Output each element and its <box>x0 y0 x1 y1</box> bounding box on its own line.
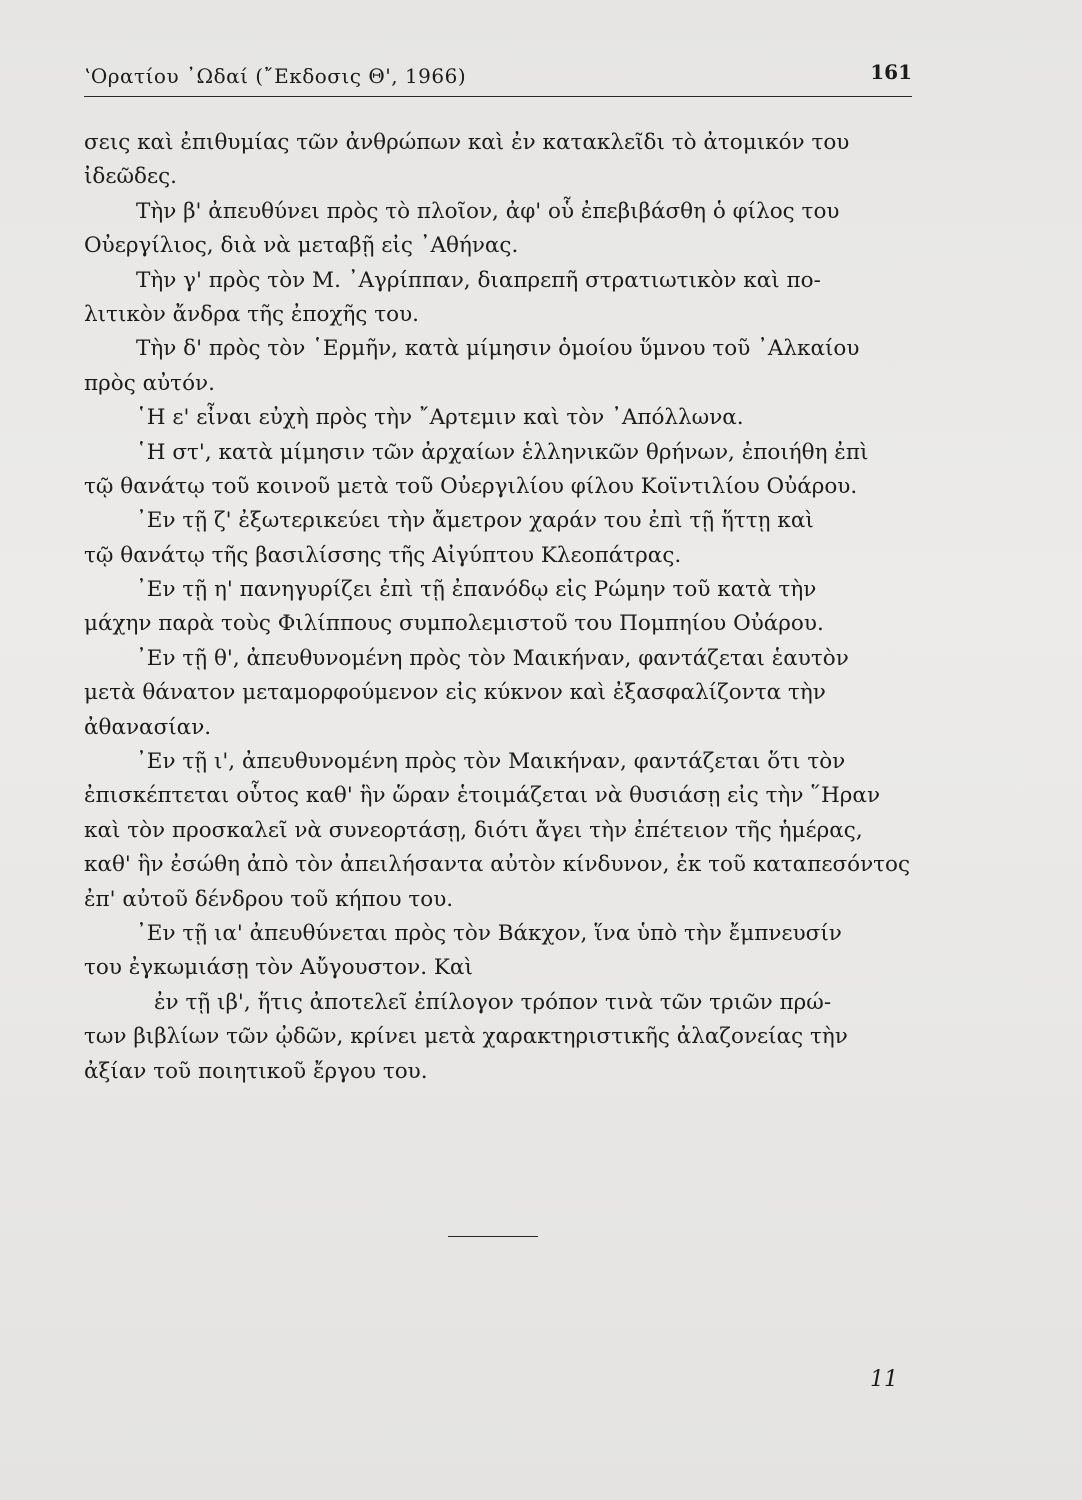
text-line: ῾Η στ', κατὰ μίμησιν τῶν ἀρχαίων ἑλληνικῶν θρήνων, ἐποιήθη ἐπὶ <box>136 439 869 465</box>
text-line: σεις καὶ ἐπιθυμίας τῶν ἀνθρώπων καὶ ἐν κατακλεῖδι τὸ ἀτομικόν του <box>84 130 850 155</box>
text-line: ᾿Εν τῇ ι', ἀπευθυνομένη πρὸς τὸν Μαικήναν, φαντάζεται ὅτι τὸν <box>136 749 846 775</box>
text-line: ᾿Εν τῇ η' πανηγυρίζει ἐπὶ τῇ ἐπανόδῳ εἰς Ρώμην τοῦ κατὰ τὴν <box>136 577 817 603</box>
text-line: λιτικὸν ἄνδρα τῆς ἐποχῆς του. <box>84 301 419 327</box>
text-line: ἰδεῶδες. <box>84 164 178 190</box>
text-line: ἐπ' αὐτοῦ δένδρου τοῦ κήπου του. <box>84 886 454 912</box>
text-line: τῷ θανάτῳ τοῦ κοινοῦ μετὰ τοῦ Οὐεργιλίου φίλου Κοϊντιλίου Οὐάρου. <box>84 473 858 499</box>
header-title: ʽΟρατίου ᾿Ωδαί (῎Εκδοσις Θ', 1966) <box>84 64 467 88</box>
text-line: Τὴν δ' πρὸς τὸν ῾Ερμῆν, κατὰ μίμησιν ὁμοίου ὕμνου τοῦ ᾿Αλκαίου <box>136 336 860 362</box>
text-line: ᾿Εν τῇ θ', ἀπευθυνομένη πρὸς τὸν Μαικήναν, φαντάζεται ἑαυτὸν <box>136 645 849 671</box>
text-line: ῾Η ε' εἶναι εὐχὴ πρὸς τὴν ῎Αρτεμιν καὶ τὸν ᾿Απόλλωνα. <box>136 405 744 431</box>
section-divider <box>448 1236 538 1237</box>
text-line: πρὸς αὐτόν. <box>84 370 215 396</box>
signature-mark: 11 <box>870 1367 898 1392</box>
text-line: ᾿Εν τῇ ζ' ἐξωτερικεύει τὴν ἄμετρον χαράν του ἐπὶ τῇ ἥττῃ καὶ <box>136 508 814 534</box>
text-line: Τὴν β' ἀπευθύνει πρὸς τὸ πλοῖον, ἀφ' οὗ ἐπεβιβάσθη ὁ φίλος του <box>136 198 840 224</box>
text-line: ἀθανασίαν. <box>84 714 212 740</box>
text-line: ἐπισκέπτεται οὗτος καθ' ἣν ὥραν ἑτοιμάζεται νὰ θυσιάσῃ εἰς τὴν ῞Ηραν <box>84 783 881 809</box>
text-line: μετὰ θάνατον μεταμορφούμενον εἰς κύκνον καὶ ἐξασφαλίζοντα τὴν <box>84 680 826 706</box>
text-line: των βιβλίων τῶν ᾠδῶν, κρίνει μετὰ χαρακτηριστικῆς ἀλαζονείας τὴν <box>84 1024 848 1050</box>
page-number: 161 <box>870 60 912 84</box>
body-text <box>84 126 916 1089</box>
text-line: καὶ τὸν προσκαλεῖ νὰ συνεορτάσῃ, διότι ἄγει τὴν ἐπέτειον τῆς ἡμέρας, <box>84 817 863 843</box>
text-line: ᾿Εν τῇ ια' ἀπευθύνεται πρὸς τὸν Βάκχον, ἵνα ὑπὸ τὴν ἔμπνευσίν <box>136 920 842 946</box>
text-line: καθ' ἣν ἐσώθη ἀπὸ τὸν ἀπειλήσαντα αὐτὸν κίνδυνον, ἐκ τοῦ καταπεσόντος <box>84 852 911 878</box>
running-header <box>84 60 912 97</box>
text-line: μάχην παρὰ τοὺς Φιλίππους συμπολεμιστοῦ του Πομπηίου Οὐάρου. <box>84 611 824 637</box>
text-line: τῷ θανάτῳ τῆς βασιλίσσης τῆς Αἰγύπτου Κλεοπάτρας. <box>84 542 682 568</box>
text-line: Τὴν γ' πρὸς τὸν Μ. ᾿Αγρίππαν, διαπρεπῆ στρατιωτικὸν καὶ πο- <box>136 267 821 293</box>
text-line: Οὐεργίλιος, διὰ νὰ μεταβῇ εἰς ᾿Αθήνας. <box>84 233 519 259</box>
text-line: του ἐγκωμιάσῃ τὸν Αὔγουστον. Καὶ <box>84 955 473 981</box>
text-line: ἐν τῇ ιβ', ἥτις ἀποτελεῖ ἐπίλογον τρόπον τινὰ τῶν τριῶν πρώ- <box>154 989 832 1015</box>
text-line: ἀξίαν τοῦ ποιητικοῦ ἔργου του. <box>84 1058 428 1084</box>
